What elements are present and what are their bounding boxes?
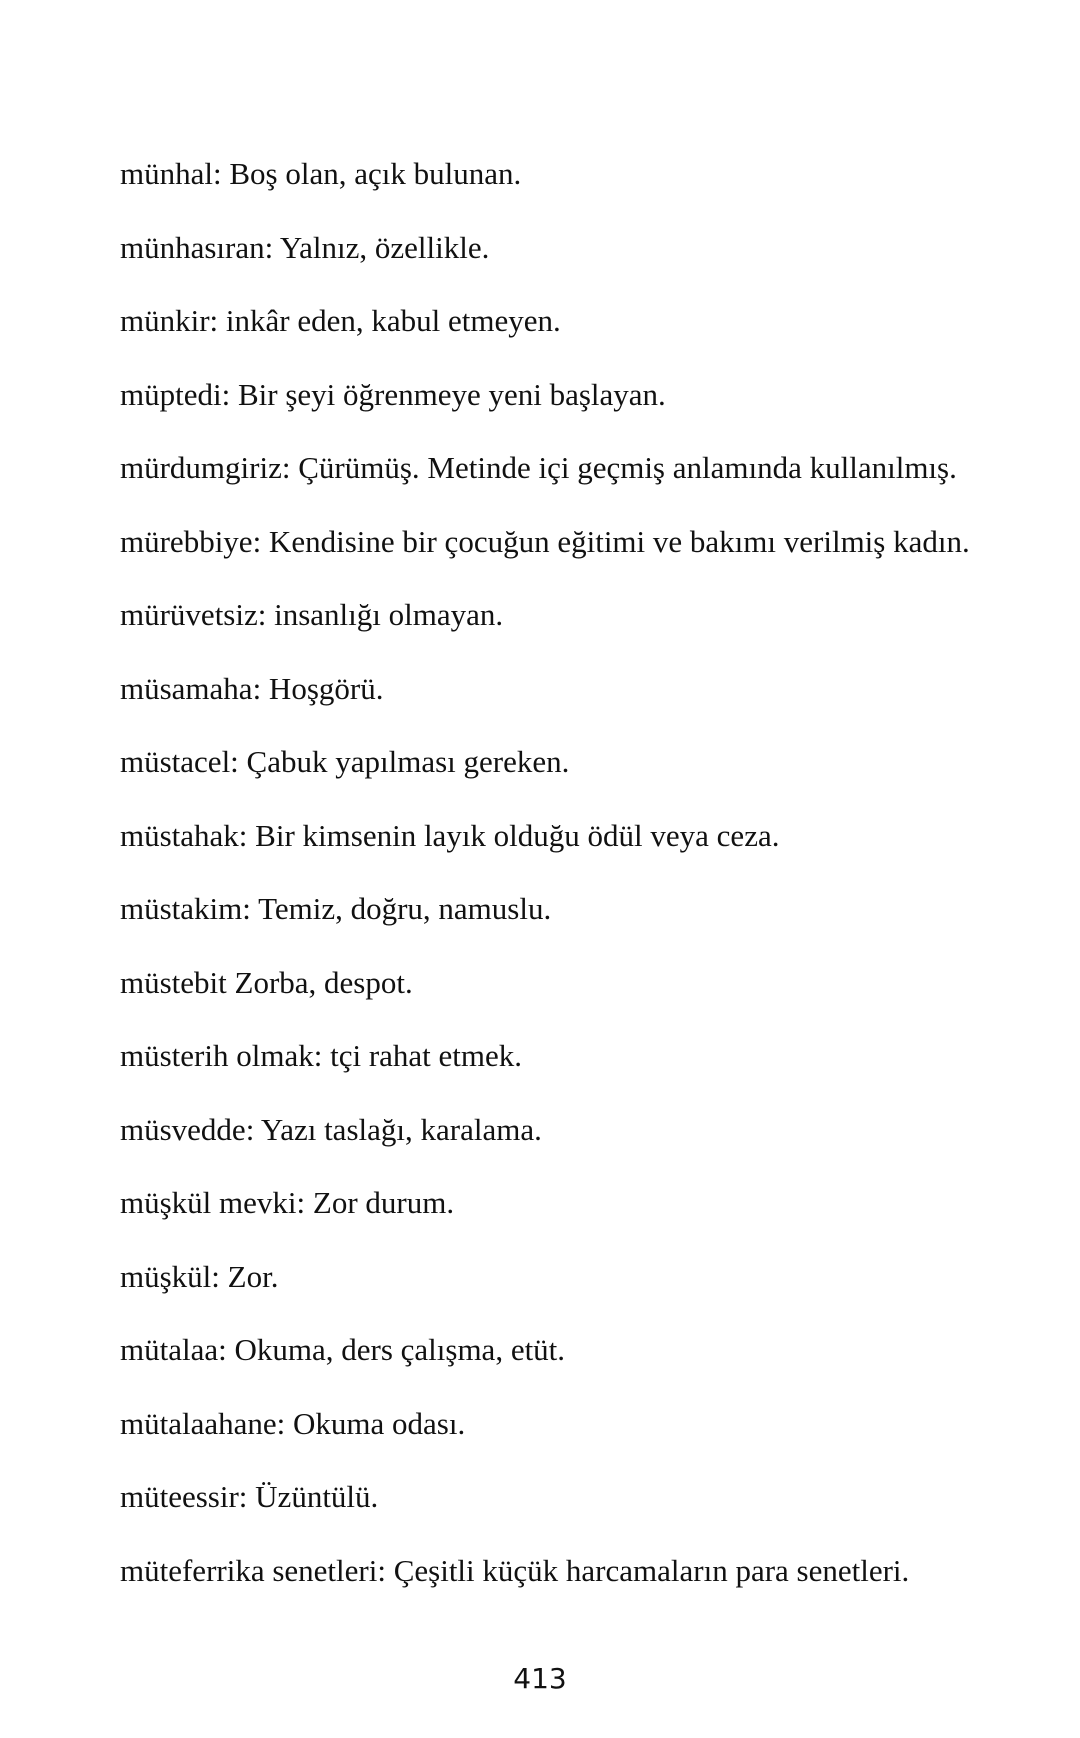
glossary-entry: müsvedde: Yazı taslağı, karalama. (120, 1111, 542, 1147)
glossary-entry: mütalaa: Okuma, ders çalışma, etüt. (120, 1332, 566, 1367)
glossary-entry: mütalaahane: Okuma odası. (120, 1405, 466, 1441)
glossary-entry: mürüvetsiz: insanlığı olmayan. (120, 597, 504, 632)
glossary-entry: münhasıran: Yalnız, özellikle. (120, 229, 490, 265)
glossary-entry: müstebit Zorba, despot. (120, 964, 413, 1000)
glossary-entry: müstahak: Bir kimsenin layık olduğu ödül veya ceza. (120, 817, 780, 853)
glossary-entry: müstacel: Çabuk yapılması gereken. (120, 744, 570, 779)
glossary-list (120, 156, 1040, 1626)
glossary-entry: müstakim: Temiz, doğru, namuslu. (120, 891, 552, 926)
glossary-entry: münkir: inkâr eden, kabul etmeyen. (120, 303, 561, 338)
page-number: 413 (513, 1662, 567, 1695)
glossary-entry: müteferrika senetleri: Çeşitli küçük harcamaların para senetleri. (120, 1552, 910, 1588)
glossary-entry: mürebbiye: Kendisine bir çocuğun eğitimi ve bakımı verilmiş kadın. (120, 523, 970, 559)
glossary-entry: müsterih olmak: tçi rahat etmek. (120, 1038, 523, 1073)
glossary-entry: müşkül: Zor. (120, 1258, 279, 1294)
glossary-entry: münhal: Boş olan, açık bulunan. (120, 156, 522, 191)
glossary-entry: müteessir: Üzüntülü. (120, 1479, 379, 1514)
glossary-entry: müptedi: Bir şeyi öğrenmeye yeni başlayan. (120, 376, 666, 412)
glossary-entry: mürdumgiriz: Çürümüş. Metinde içi geçmiş anlamında kullanılmış. (120, 450, 957, 485)
glossary-entry: müsamaha: Hoşgörü. (120, 670, 384, 706)
glossary-entry: müşkül mevki: Zor durum. (120, 1185, 455, 1220)
